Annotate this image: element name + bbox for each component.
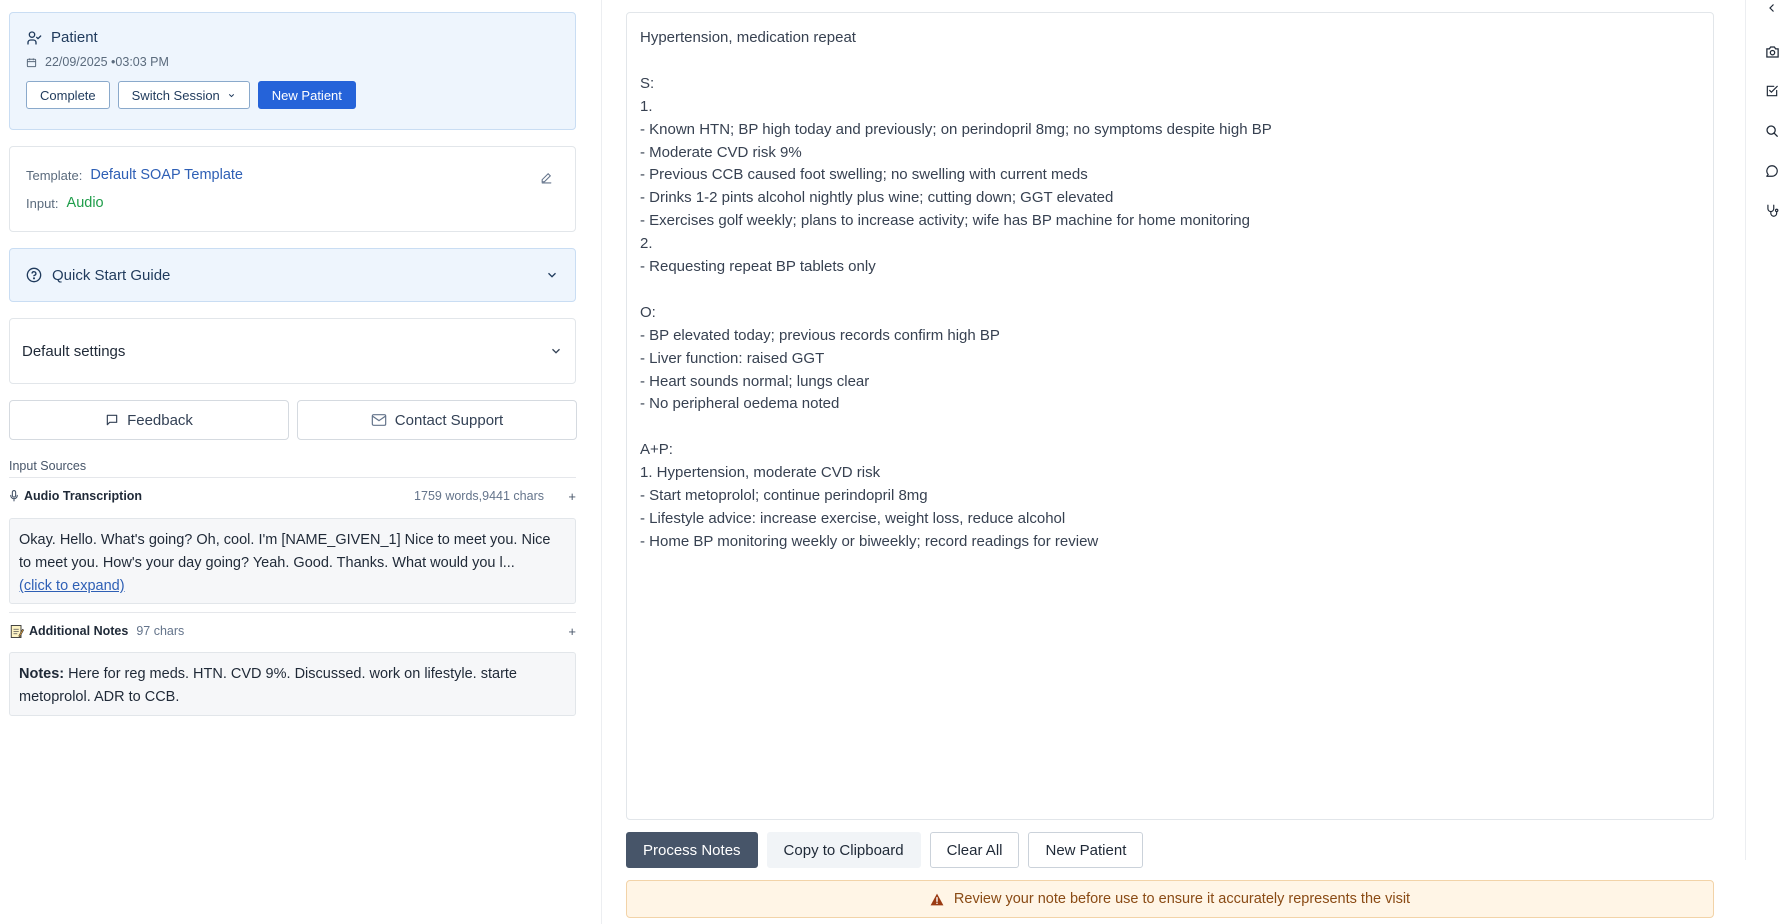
generated-note[interactable] — [626, 12, 1714, 820]
chevron-down-icon — [549, 344, 563, 358]
note-line: O: — [640, 303, 656, 321]
additional-notes-meta: 97 chars — [136, 624, 185, 638]
divider — [9, 477, 576, 478]
copy-to-clipboard-button[interactable]: Copy to Clipboard — [767, 832, 921, 868]
note-line: 1. — [640, 97, 653, 115]
contact-support-button[interactable] — [297, 400, 577, 440]
note-line: - Known HTN; BP high today and previously; on perindopril 8mg; no symptoms despite high BP — [640, 120, 1272, 138]
notes-text: Here for reg meds. HTN. CVD 9%. Discussed. work on lifestyle. starte metoprolol. ADR to CCB. — [19, 666, 517, 705]
quick-start-label: Quick Start Guide — [52, 266, 171, 284]
audio-transcription-header — [9, 486, 576, 506]
audio-transcription-meta: 1759 words,9441 chars — [414, 489, 544, 503]
camera-icon[interactable] — [1763, 43, 1781, 61]
note-line: - Drinks 1-2 pints alcohol nightly plus wine; cutting down; GGT elevated — [640, 189, 1114, 207]
quick-start-guide[interactable] — [9, 248, 576, 302]
complete-button[interactable]: Complete — [26, 81, 110, 109]
pencil-icon[interactable] — [540, 171, 553, 184]
input-value: Audio — [66, 195, 104, 211]
additional-notes-header — [9, 621, 576, 641]
session-datetime: 22/09/2025 •03:03 PM — [45, 55, 169, 69]
note-line: - No peripheral oedema noted — [640, 395, 840, 413]
note-line: - Liver function: raised GGT — [640, 349, 825, 367]
feedback-label: Feedback — [127, 411, 193, 429]
patient-title: Patient — [51, 29, 98, 46]
note-line: 1. Hypertension, moderate CVD risk — [640, 464, 881, 482]
note-line — [640, 50, 1700, 73]
add-notes-icon[interactable]: + — [568, 623, 576, 639]
mic-icon — [9, 490, 19, 502]
new-patient-bottom-button[interactable]: New Patient — [1028, 832, 1143, 868]
patient-card — [9, 12, 576, 130]
stethoscope-icon[interactable] — [1763, 202, 1781, 220]
input-row — [26, 195, 559, 211]
chat-icon[interactable] — [1763, 162, 1781, 180]
additional-notes-preview[interactable] — [9, 652, 576, 716]
note-line: - Lifestyle advice: increase exercise, weight loss, reduce alcohol — [640, 509, 1066, 527]
rail-divider — [1745, 0, 1746, 860]
note-line: - Exercises golf weekly; plans to increase activity; wife has BP machine for home monitoring — [640, 212, 1250, 230]
alert-triangle-icon — [930, 893, 944, 906]
audio-transcription-title: Audio Transcription — [24, 489, 143, 503]
input-label: Input: — [26, 195, 59, 211]
new-patient-button[interactable]: New Patient — [258, 81, 356, 109]
note-line: - Requesting repeat BP tablets only — [640, 258, 876, 276]
review-warning-banner — [626, 880, 1714, 918]
expand-transcription-link[interactable]: (click to expand) — [19, 578, 125, 594]
note-line: S: — [640, 74, 655, 92]
input-sources-label: Input Sources — [9, 459, 87, 473]
note-line: - Home BP monitoring weekly or biweekly; record readings for review — [640, 532, 1099, 550]
additional-notes-title: Additional Notes — [29, 624, 129, 638]
mail-icon — [371, 413, 387, 427]
default-settings-label: Default settings — [22, 342, 126, 360]
clear-all-button[interactable]: Clear All — [930, 832, 1020, 868]
contact-support-label: Contact Support — [394, 411, 504, 429]
chevron-down-icon — [227, 91, 236, 100]
help-circle-icon — [26, 267, 42, 283]
audio-transcription-text: Okay. Hello. What's going? Oh, cool. I'm [NAME_GIVEN_1] Nice to meet you. Nice to meet you. How's your day going? Yeah. Good. Thanks. What would you l... — [19, 532, 551, 571]
chevron-down-icon — [545, 268, 559, 282]
template-label: Template: — [26, 167, 83, 183]
note-line: - BP elevated today; previous records confirm high BP — [640, 326, 1000, 344]
review-warning-text: Review your note before use to ensure it accurately represents the visit — [953, 891, 1411, 907]
notes-prefix: Notes: — [19, 666, 65, 682]
note-line: Hypertension, medication repeat — [640, 29, 856, 46]
panel-divider — [601, 0, 602, 924]
switch-session-label: Switch Session — [131, 87, 220, 103]
switch-session-button[interactable] — [118, 81, 250, 109]
note-line — [640, 416, 1700, 439]
note-actions — [626, 832, 1143, 868]
note-line: - Heart sounds normal; lungs clear — [640, 372, 870, 390]
checkbox-icon[interactable] — [1763, 82, 1781, 100]
patient-header — [26, 29, 559, 46]
audio-transcription-preview[interactable] — [9, 518, 576, 604]
note-line: A+P: — [640, 441, 673, 459]
calendar-icon — [26, 57, 37, 68]
feedback-button[interactable] — [9, 400, 289, 440]
search-icon[interactable] — [1763, 122, 1781, 140]
template-value[interactable]: Default SOAP Template — [90, 167, 243, 183]
note-line: 2. — [640, 235, 653, 253]
divider — [9, 612, 576, 613]
process-notes-button[interactable]: Process Notes — [626, 832, 758, 868]
note-line: - Start metoprolol; continue perindopril 8mg — [640, 487, 928, 505]
note-line: - Previous CCB caused foot swelling; no swelling with current meds — [640, 166, 1088, 184]
template-row — [26, 167, 559, 183]
patient-actions — [26, 81, 559, 109]
note-line: - Moderate CVD risk 9% — [640, 143, 802, 161]
chevron-left-icon[interactable] — [1763, 0, 1781, 17]
message-square-icon — [105, 413, 119, 427]
note-line — [640, 279, 1700, 302]
session-datetime-row — [26, 55, 559, 69]
template-card — [9, 146, 576, 232]
memo-icon — [9, 624, 24, 639]
add-audio-icon[interactable]: + — [568, 488, 576, 504]
default-settings[interactable] — [9, 318, 576, 384]
user-check-icon — [26, 30, 42, 46]
